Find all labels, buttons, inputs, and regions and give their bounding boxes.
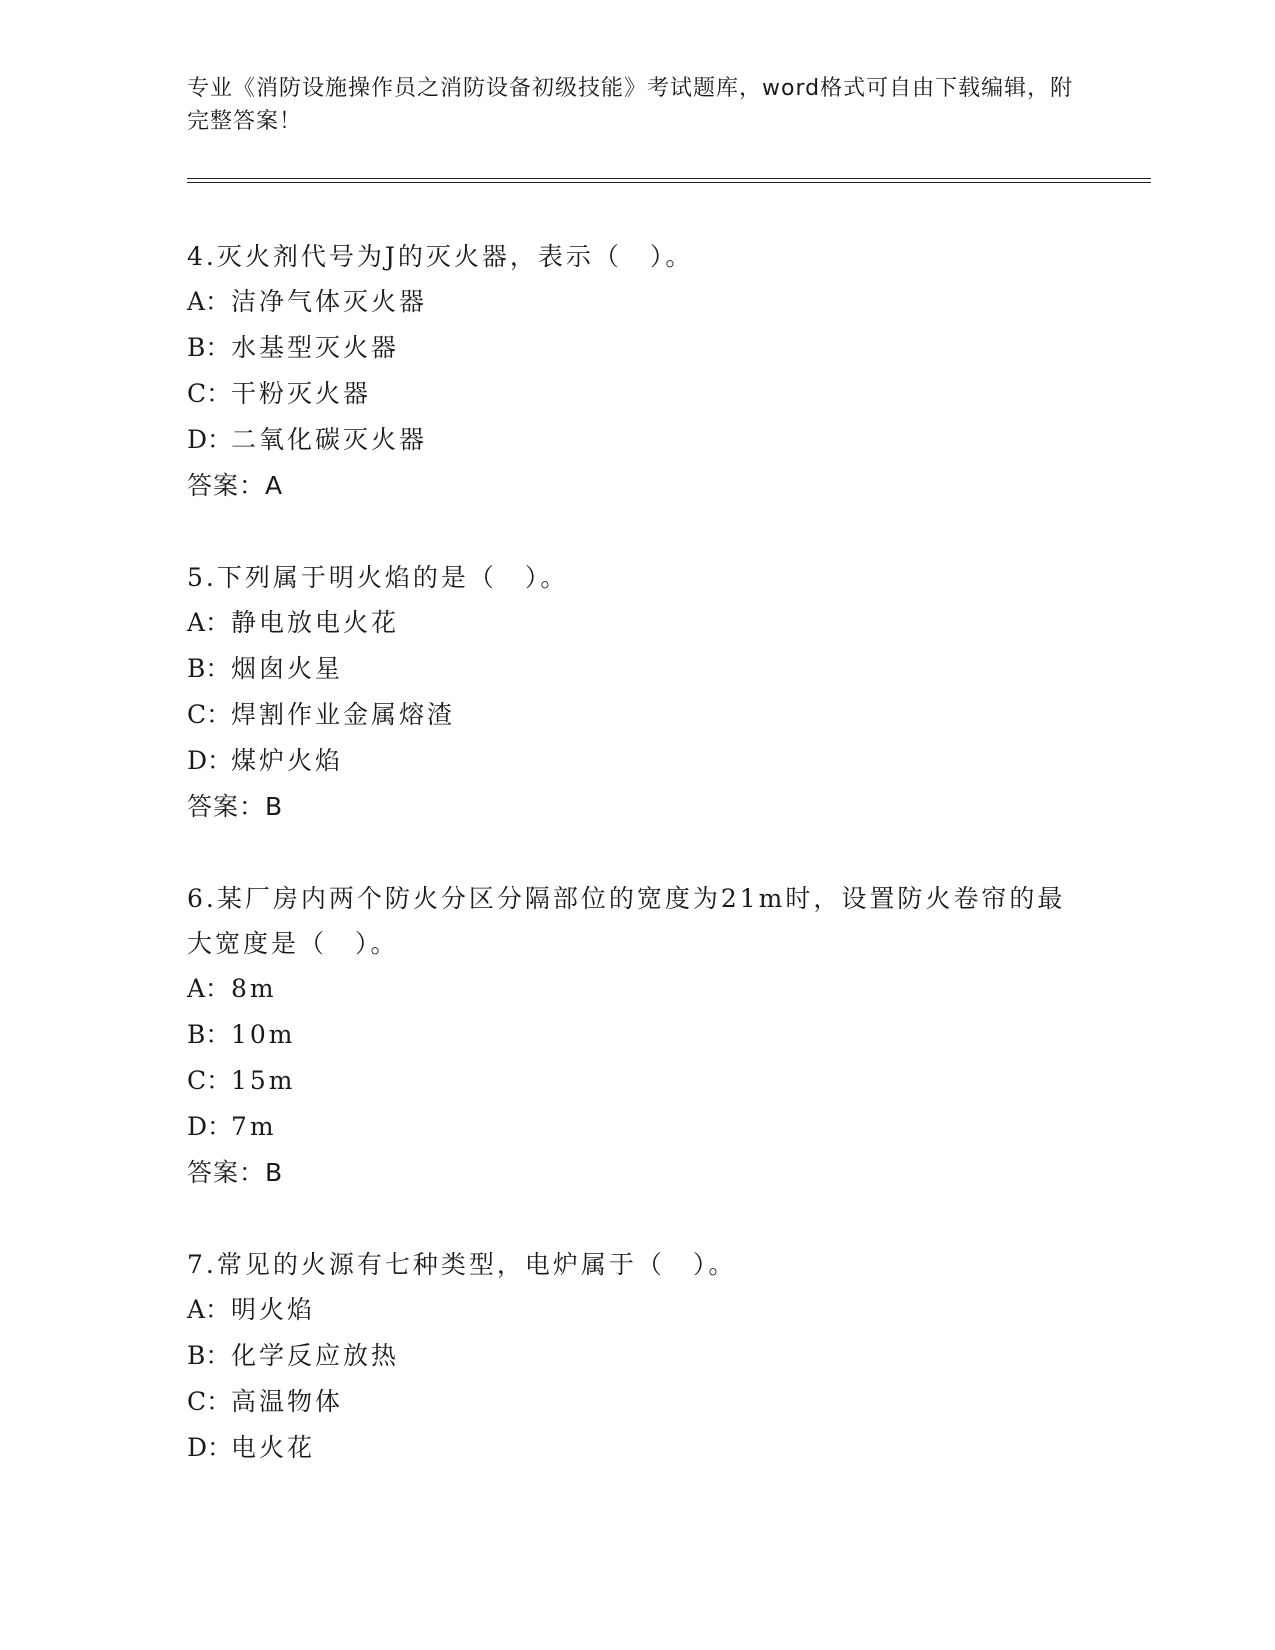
option-letter: D： bbox=[187, 1433, 233, 1462]
question-stem: 7.常见的火源有七种类型，电炉属于（ ）。 bbox=[187, 1250, 737, 1279]
option-letter: B： bbox=[187, 1341, 231, 1370]
question-5 bbox=[187, 555, 1087, 830]
option-letter: D： bbox=[187, 425, 233, 454]
option-c bbox=[187, 1379, 1087, 1425]
option-d bbox=[187, 738, 1087, 784]
option-c bbox=[187, 692, 1087, 738]
option-letter: C： bbox=[187, 379, 232, 408]
option-text: 明火焰 bbox=[231, 1295, 316, 1324]
question-stem: 5.下列属于明火焰的是（ ）。 bbox=[187, 563, 569, 592]
option-text: 二氧化碳灭火器 bbox=[231, 425, 428, 454]
option-b bbox=[187, 1333, 1087, 1379]
option-text: 煤炉火焰 bbox=[231, 746, 344, 775]
option-text: 7m bbox=[231, 1112, 277, 1141]
option-text: 洁净气体灭火器 bbox=[231, 287, 428, 316]
option-text: 高温物体 bbox=[231, 1387, 344, 1416]
option-text: 焊割作业金属熔渣 bbox=[231, 700, 456, 729]
option-b bbox=[187, 1012, 1087, 1058]
question-list bbox=[187, 234, 1087, 1517]
answer-label: 答案：A bbox=[187, 471, 284, 500]
answer-label: 答案：B bbox=[187, 792, 284, 821]
option-d bbox=[187, 1104, 1087, 1150]
option-letter: A： bbox=[187, 1295, 231, 1324]
option-a bbox=[187, 600, 1087, 646]
option-letter: A： bbox=[187, 608, 231, 637]
option-text: 化学反应放热 bbox=[231, 1341, 400, 1370]
option-text: 电火花 bbox=[231, 1433, 316, 1462]
question-4 bbox=[187, 234, 1087, 509]
question-stem: 6.某厂房内两个防火分区分隔部位的宽度为21m时，设置防火卷帘的最大宽度是（ ）。 bbox=[187, 884, 1066, 958]
question-7 bbox=[187, 1242, 1087, 1471]
option-b bbox=[187, 646, 1087, 692]
option-text: 水基型灭火器 bbox=[231, 333, 400, 362]
option-b bbox=[187, 325, 1087, 371]
option-text: 干粉灭火器 bbox=[231, 379, 372, 408]
option-text: 15m bbox=[231, 1066, 296, 1095]
option-letter: D： bbox=[187, 1112, 233, 1141]
option-text: 8m bbox=[231, 974, 277, 1003]
option-a bbox=[187, 1287, 1087, 1333]
option-letter: A： bbox=[187, 974, 231, 1003]
option-letter: D： bbox=[187, 746, 233, 775]
option-letter: C： bbox=[187, 1066, 232, 1095]
option-letter: B： bbox=[187, 1020, 231, 1049]
option-letter: B： bbox=[187, 333, 231, 362]
question-6 bbox=[187, 876, 1087, 1196]
option-letter: C： bbox=[187, 700, 232, 729]
question-stem: 4.灭火剂代号为J的灭火器，表示（ ）。 bbox=[187, 242, 694, 271]
header-divider bbox=[187, 178, 1151, 183]
document-header: 专业《消防设施操作员之消防设备初级技能》考试题库，word格式可自由下载编辑，附完整答案！ bbox=[187, 76, 1074, 134]
option-a bbox=[187, 966, 1087, 1012]
option-c bbox=[187, 371, 1087, 417]
option-c bbox=[187, 1058, 1087, 1104]
option-letter: A： bbox=[187, 287, 231, 316]
option-d bbox=[187, 417, 1087, 463]
answer-label: 答案：B bbox=[187, 1158, 284, 1187]
option-letter: C： bbox=[187, 1387, 232, 1416]
option-text: 烟囱火星 bbox=[231, 654, 344, 683]
option-letter: B： bbox=[187, 654, 231, 683]
option-text: 10m bbox=[231, 1020, 296, 1049]
option-a bbox=[187, 279, 1087, 325]
option-text: 静电放电火花 bbox=[231, 608, 400, 637]
option-d bbox=[187, 1425, 1087, 1471]
